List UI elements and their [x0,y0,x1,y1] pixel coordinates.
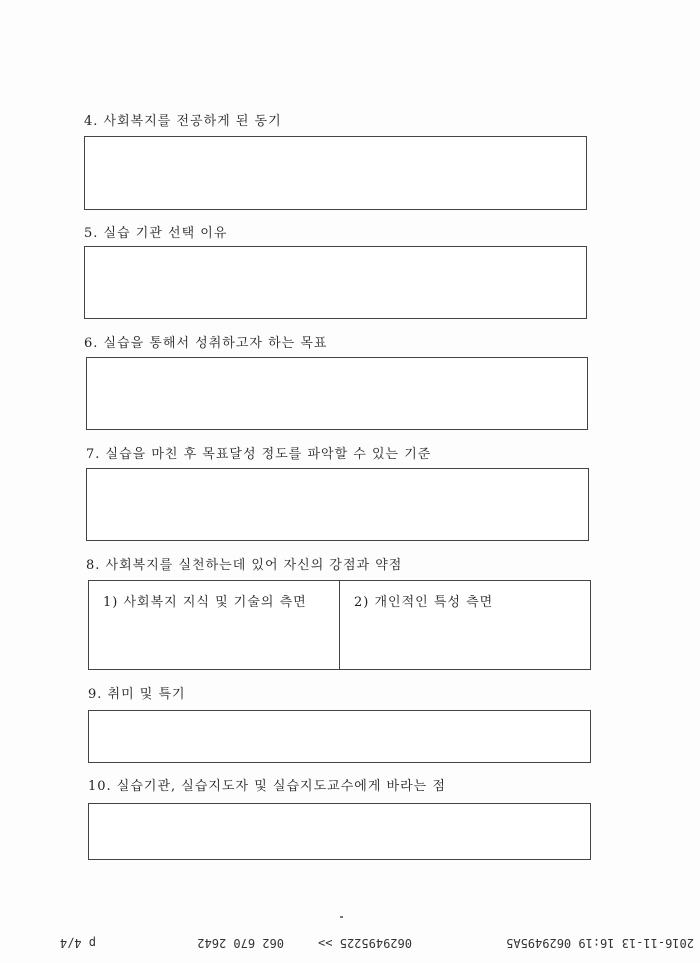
question-7-label: 7. 실습을 마친 후 목표달성 정도를 파악할 수 있는 기준 [86,447,432,462]
strengths-personal-traits-cell[interactable] [340,581,590,669]
strengths-knowledge-skill-header: 1) 사회복지 지식 및 기술의 측면 [103,595,307,610]
question-7-answer-box[interactable] [86,468,589,541]
question-5-answer-box[interactable] [84,246,587,319]
question-4-label: 4. 사회복지를 전공하게 된 동기 [84,114,282,129]
question-4-answer-box[interactable] [84,136,587,210]
strengths-personal-traits-header: 2) 개인적인 특성 측면 [354,595,494,610]
strengths-knowledge-skill-cell[interactable] [89,581,339,669]
question-8-label: 8. 사회복지를 실천하는데 있어 자신의 강점과 약점 [86,558,403,573]
question-6-label: 6. 실습을 통해서 성취하고자 하는 목표 [84,336,328,351]
fax-sender-number: 0629495225 >> [318,936,412,950]
fax-timestamp: 2016-11-13 16:19 0629495A5 [506,936,694,950]
question-10-label: 10. 실습기관, 실습지도자 및 실습지도교수에게 바라는 점 [88,779,446,794]
question-10-answer-box[interactable] [88,803,591,860]
fax-transmission-footer [0,930,700,954]
question-9-answer-box[interactable] [88,710,591,763]
question-6-answer-box[interactable] [86,357,588,430]
fax-recipient-number: 062 670 2642 [197,936,284,950]
question-8-answer-table [88,580,591,670]
scan-speck [340,916,343,918]
question-5-label: 5. 실습 기관 선택 이유 [84,226,228,241]
fax-page-number: p 4/4 [59,936,96,950]
question-9-label: 9. 취미 및 특기 [88,687,186,702]
